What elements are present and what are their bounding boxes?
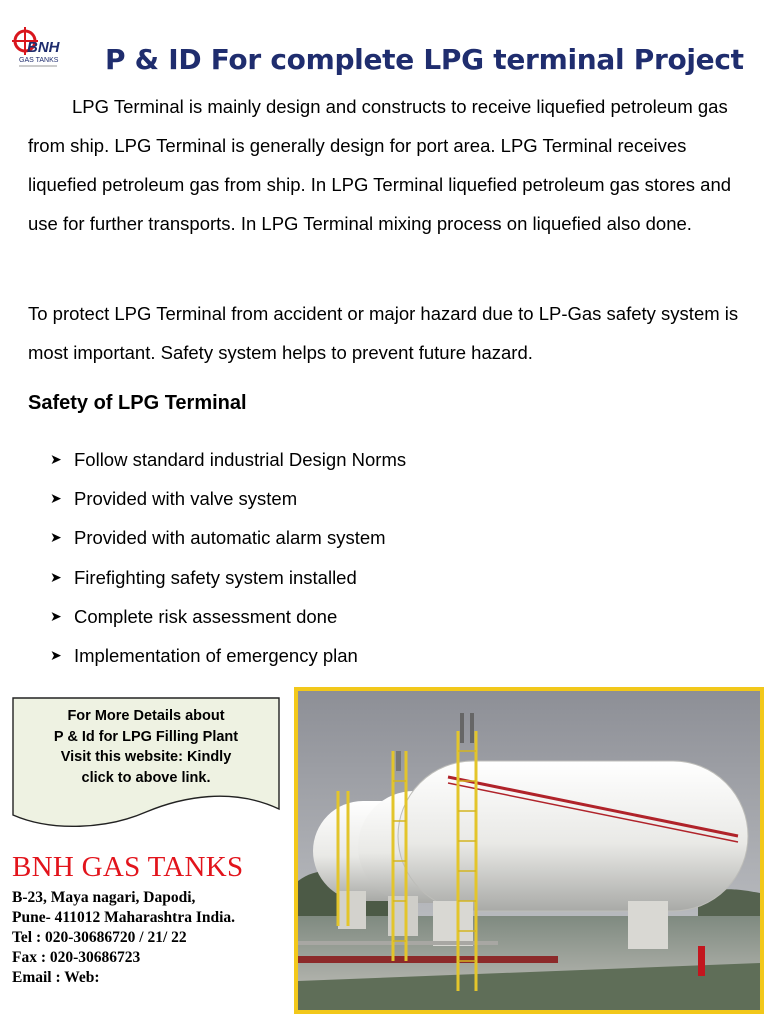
arrow-bullet-icon: ➤ [50,568,62,585]
list-item: ➤ Implementation of emergency plan [50,636,406,675]
safety-list [50,440,406,675]
intro-paragraph: LPG Terminal is mainly design and constructs to receive liquefied petroleum gas from ship. LPG Terminal is generally design for port area. LPG Terminal receives liquefied petroleum gas from ship. In LPG Terminal liquefied petroleum gas stores and use for further transports. In LPG Terminal mixing process on liquefied also done. [28,96,732,234]
protection-paragraph: To protect LPG Terminal from accident or major hazard due to LP-Gas safety system is most important. Safety system helps to prevent future hazard. [28,303,739,363]
contact-address: B-23, Maya nagari, Dapodi, Pune- 411012 Maharashtra India. Tel : 020-30686720 / 21/ 22 Fax : 020-30686723 Email : Web: [12,889,236,986]
arrow-bullet-icon: ➤ [50,490,62,507]
arrow-bullet-icon: ➤ [50,451,62,467]
more-details-note[interactable] [12,697,280,829]
list-item: ➤ Provided with valve system [50,479,406,518]
svg-text:GAS TANKS: GAS TANKS [19,57,59,64]
arrow-bullet-icon: ➤ [50,646,62,663]
list-item: ➤ Provided with automatic alarm system [50,518,406,557]
list-item: ➤ Firefighting safety system installed [50,558,406,597]
arrow-bullet-icon: ➤ [50,607,62,624]
page-title: P & ID For complete LPG terminal Project [105,42,744,76]
lpg-tanks-photo [294,687,764,1014]
list-item: ➤ Complete risk assessment done [50,597,406,636]
arrow-bullet-icon: ➤ [50,529,62,546]
fax: Fax : 020-30686723 [12,949,141,966]
email-web: Email : Web: [12,969,100,986]
list-item: ➤ Follow standard industrial Design Norms [50,440,406,479]
company-name: BNH GAS TANKS [12,851,244,883]
company-logo [12,26,68,68]
svg-text:BNH: BNH [27,39,60,56]
safety-heading: Safety of LPG Terminal [28,392,247,414]
note-text: For More Details about P & Id for LPG Filling Plant Visit this website: Kindly click to above link. [53,708,239,786]
telephone: Tel : 020-30686720 / 21/ 22 [12,929,187,946]
